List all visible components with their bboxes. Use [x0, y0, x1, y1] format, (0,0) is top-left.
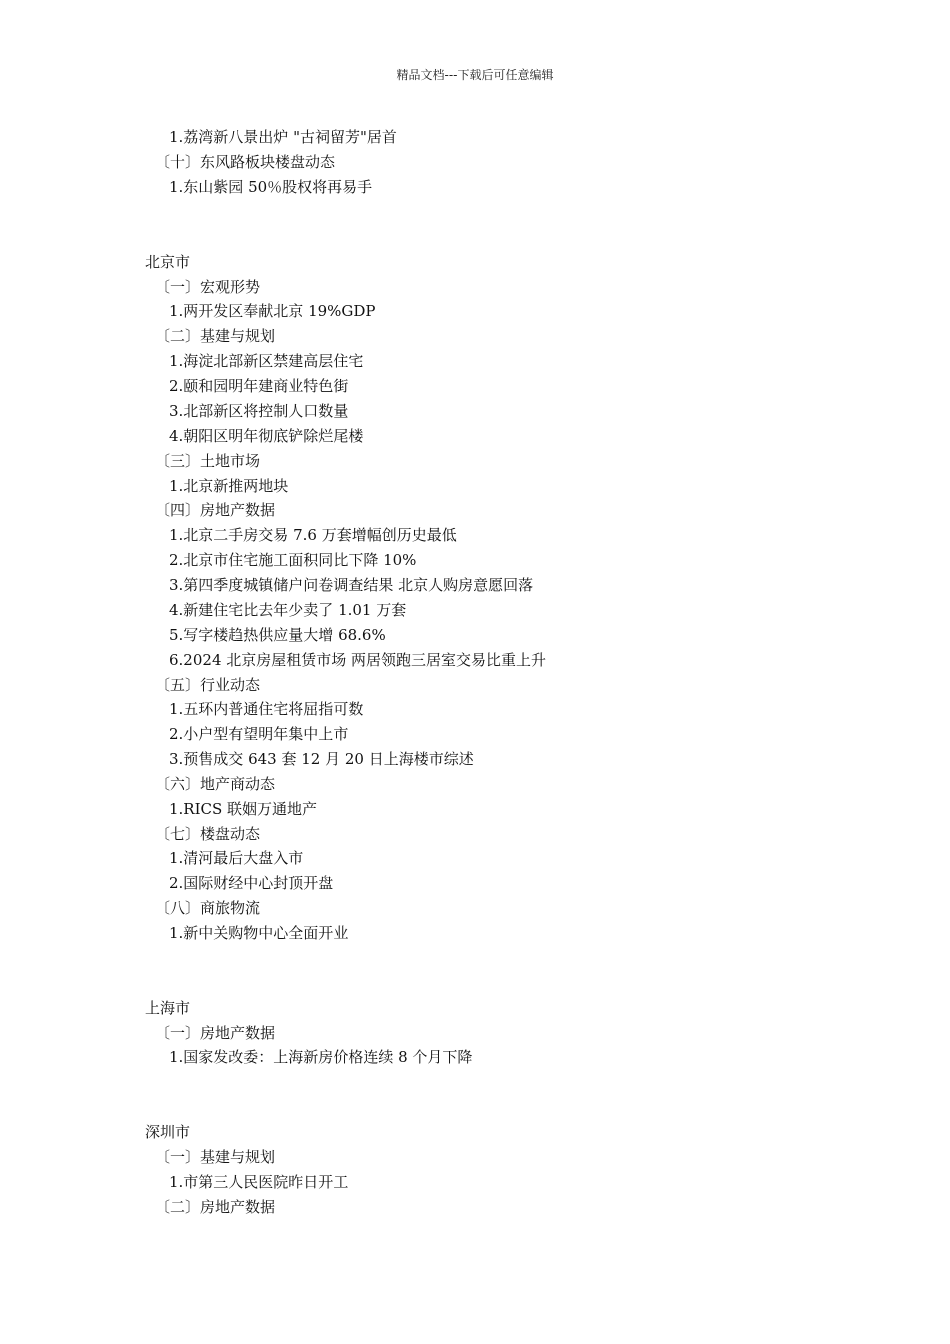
toc-item: 3.第四季度城镇储户问卷调查结果 北京人购房意愿回落	[169, 576, 534, 594]
toc-section: 〔一〕基建与规划	[155, 1148, 276, 1166]
toc-item: 5.写字楼趋热供应量大增 68.6%	[169, 626, 386, 644]
toc-item: 1.五环内普通住宅将屈指可数	[169, 700, 364, 718]
toc-item: 2.北京市住宅施工面积同比下降 10%	[169, 551, 417, 569]
toc-section: 〔七〕楼盘动态	[155, 825, 261, 843]
toc-section: 〔八〕商旅物流	[155, 899, 261, 917]
page-header: 精品文档---下载后可任意编辑	[396, 68, 554, 82]
toc-item: 1.两开发区奉献北京 19%GDP	[169, 302, 376, 320]
toc-section: 〔三〕土地市场	[155, 452, 261, 470]
toc-item: 1.东山紫园 50％股权将再易手	[169, 178, 373, 196]
toc-section: 〔二〕基建与规划	[155, 327, 276, 345]
toc-section: 〔五〕行业动态	[155, 676, 261, 694]
toc-item: 1.新中关购物中心全面开业	[169, 924, 349, 942]
toc-section: 〔四〕房地产数据	[155, 501, 276, 519]
toc-item: 1.清河最后大盘入市	[169, 849, 304, 867]
toc-item: 2.国际财经中心封顶开盘	[169, 874, 334, 892]
toc-item: 1.市第三人民医院昨日开工	[169, 1173, 349, 1191]
toc-item: 1.荔湾新八景出炉 "古祠留芳"居首	[169, 128, 397, 146]
toc-section: 〔一〕宏观形势	[155, 278, 261, 296]
toc-item: 1.北京二手房交易 7.6 万套增幅创历史最低	[169, 526, 457, 544]
toc-item: 1.北京新推两地块	[169, 477, 289, 495]
toc-item: 2.颐和园明年建商业特色街	[169, 377, 349, 395]
city-heading: 北京市	[145, 253, 191, 271]
toc-item: 1.国家发改委：上海新房价格连续 8 个月下降	[169, 1048, 473, 1066]
toc-section: 〔二〕房地产数据	[155, 1198, 276, 1216]
toc-item: 3.预售成交 643 套 12 月 20 日上海楼市综述	[169, 750, 474, 768]
toc-section: 〔六〕地产商动态	[155, 775, 276, 793]
toc-item: 4.朝阳区明年彻底铲除烂尾楼	[169, 427, 364, 445]
toc-item: 1.海淀北部新区禁建高层住宅	[169, 352, 364, 370]
toc-item: 3.北部新区将控制人口数量	[169, 402, 349, 420]
city-heading: 上海市	[145, 999, 191, 1017]
toc-item: 2.小户型有望明年集中上市	[169, 725, 349, 743]
toc-item: 1.RICS 联姻万通地产	[169, 800, 318, 818]
toc-item: 6.2024 北京房屋租赁市场 两居领跑三居室交易比重上升	[169, 651, 547, 669]
toc-item: 4.新建住宅比去年少卖了 1.01 万套	[169, 601, 407, 619]
toc-section: 〔一〕房地产数据	[155, 1024, 276, 1042]
city-heading: 深圳市	[145, 1123, 191, 1141]
toc-section: 〔十〕东风路板块楼盘动态	[155, 153, 336, 171]
